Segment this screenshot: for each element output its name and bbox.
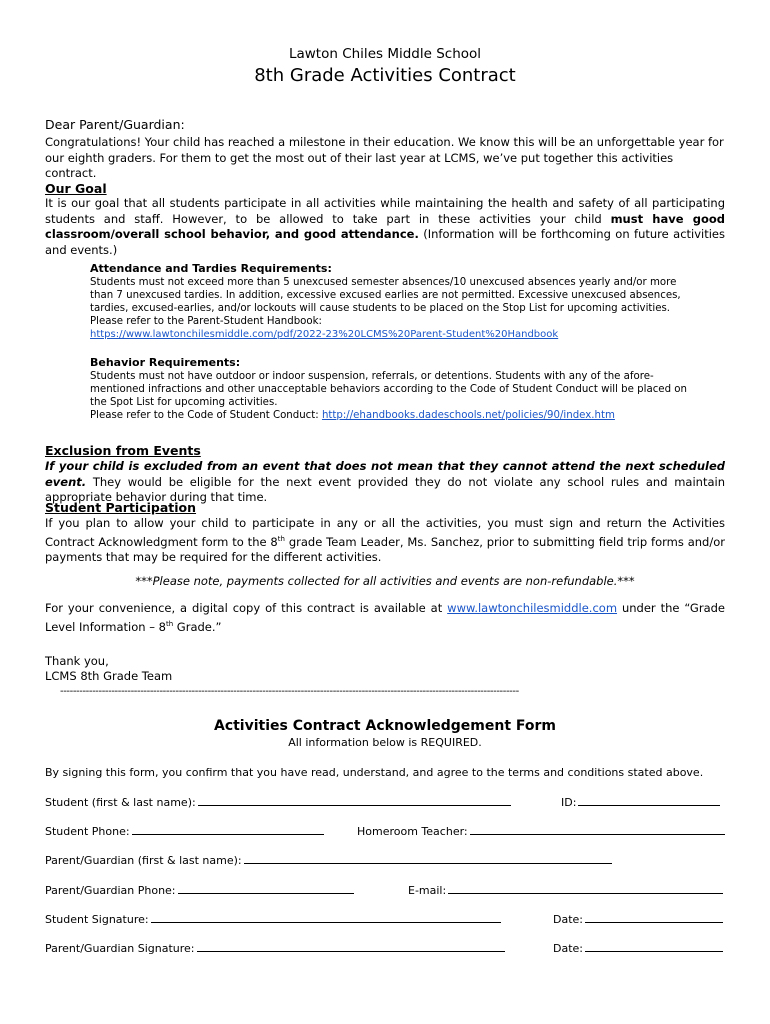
student-name-line[interactable] xyxy=(198,795,511,806)
date-label-2: Date: xyxy=(553,942,583,955)
homeroom-line[interactable] xyxy=(470,824,725,835)
parent-phone-line[interactable] xyxy=(178,883,354,894)
student-phone-field[interactable] xyxy=(45,824,324,838)
behavior-text: Students must not have outdoor or indoor suspension, referrals, or detentions. Students with any of the afore-mentioned infractions and other unacceptable behaviors according to the Code of Student Conduct will be placed on the Spot List for upcoming activities. xyxy=(90,371,687,408)
email-line[interactable] xyxy=(448,883,723,894)
digital-copy-paragraph xyxy=(45,601,725,635)
conduct-link[interactable]: http://ehandbooks.dadeschools.net/policies/90/index.htm xyxy=(321,410,615,421)
id-field[interactable] xyxy=(561,795,720,809)
student-name-field[interactable] xyxy=(45,795,511,809)
website-link[interactable]: www.lawtonchilesmiddle.com xyxy=(447,601,618,615)
exclusion-heading: Exclusion from Events xyxy=(45,443,201,458)
student-phone-line[interactable] xyxy=(132,824,324,835)
goal-text-bold: must have good classroom/overall school behavior, and good attendance. xyxy=(45,211,726,241)
form-statement: By signing this form, you confirm that you have read, understand, and agree to the terms and conditions stated above. xyxy=(45,766,704,779)
student-phone-label: Student Phone: xyxy=(45,825,130,838)
parent-name-label: Parent/Guardian (first & last name): xyxy=(45,854,242,867)
exclusion-text: They would be eligible for the next event provided they do not violate any school rules and maintain appropriate behavior during that time. xyxy=(45,474,725,504)
document-title: 8th Grade Activities Contract xyxy=(254,65,516,86)
digital-sup: th xyxy=(165,619,174,628)
form-subtitle: All information below is REQUIRED. xyxy=(288,736,482,749)
digital-text-c: Grade.” xyxy=(173,619,222,634)
exclusion-text-bold: If your child is excluded from an event that does not mean that they cannot attend the next scheduled event. xyxy=(45,459,725,489)
parent-signature-label: Parent/Guardian Signature: xyxy=(45,942,195,955)
parent-name-line[interactable] xyxy=(244,853,612,864)
digital-text-b: under the “Grade Level Information – 8 xyxy=(45,601,725,634)
date-line-2[interactable] xyxy=(585,941,723,952)
date-field-1[interactable] xyxy=(553,912,723,926)
participation-text-b: grade Team Leader, Ms. Sanchez, prior to submitting field trip forms and/or payments that may be required for the different activities. xyxy=(45,534,725,564)
participation-paragraph xyxy=(45,516,725,565)
student-signature-label: Student Signature: xyxy=(45,913,149,926)
email-label: E-mail: xyxy=(408,884,447,897)
id-line[interactable] xyxy=(578,795,720,806)
student-signature-line[interactable] xyxy=(151,912,501,923)
goal-paragraph xyxy=(45,196,725,258)
student-signature-field[interactable] xyxy=(45,912,501,926)
goal-heading: Our Goal xyxy=(45,181,107,196)
refund-note: ***Please note, payments collected for all activities and events are non-refundable.*** xyxy=(135,574,635,588)
parent-signature-line[interactable] xyxy=(197,941,505,952)
parent-signature-field[interactable] xyxy=(45,941,505,955)
id-label: ID: xyxy=(561,796,577,809)
homeroom-field[interactable] xyxy=(357,824,725,838)
school-name: Lawton Chiles Middle School xyxy=(288,46,482,62)
student-name-label: Student (first & last name): xyxy=(45,796,196,809)
behavior-refer: Please refer to the Code of Student Conduct: xyxy=(90,410,322,421)
intro-paragraph: Congratulations! Your child has reached a milestone in their education. We know this will be an unforgettable year for our eighth graders. For them to get the most out of their last year at LCMS, we’ve put together this activities contract. xyxy=(45,135,724,180)
participation-heading: Student Participation xyxy=(45,500,197,515)
handbook-link[interactable]: https://www.lawtonchilesmiddle.com/pdf/2022-23%20LCMS%20Parent-Student%20Handbook xyxy=(90,329,559,340)
attendance-heading: Attendance and Tardies Requirements: xyxy=(90,262,332,275)
parent-phone-label: Parent/Guardian Phone: xyxy=(45,884,176,897)
exclusion-paragraph xyxy=(45,459,725,506)
behavior-heading: Behavior Requirements: xyxy=(90,356,241,369)
form-title: Activities Contract Acknowledgement Form xyxy=(213,718,557,734)
homeroom-label: Homeroom Teacher: xyxy=(357,825,468,838)
attendance-refer: Please refer to the Parent-Student Handbook: xyxy=(90,316,322,327)
signoff: LCMS 8th Grade Team xyxy=(45,669,173,683)
date-line-1[interactable] xyxy=(585,912,723,923)
date-label-1: Date: xyxy=(553,913,583,926)
participation-text-a: If you plan to allow your child to participate in any or all the activities, you must sign and return the Activities Contract Acknowledgment form to the 8 xyxy=(45,516,725,549)
attendance-section xyxy=(90,262,690,341)
date-field-2[interactable] xyxy=(553,941,723,955)
email-field[interactable] xyxy=(408,883,723,897)
parent-name-field[interactable] xyxy=(45,853,612,867)
thanks: Thank you, xyxy=(45,654,109,668)
goal-text-start: It is our goal that all students participate in all activities while maintaining the health and safety of all participating students and staff. However, to be allowed to take part in these activities your child xyxy=(45,196,725,226)
participation-sup: th xyxy=(277,534,285,543)
parent-phone-field[interactable] xyxy=(45,883,354,897)
digital-text-a: For your convenience, a digital copy of this contract is available at xyxy=(45,601,448,615)
behavior-section xyxy=(90,356,690,422)
goal-text-end: (Information will be forthcoming on future activities and events.) xyxy=(45,227,725,257)
attendance-text: Students must not exceed more than 5 unexcused semester absences/10 unexcused absences yearly and/or more than 7 unexcused tardies. In addition, excessive excused earlies are not permitted. Excessive unexcused absences, tardies, excused-earlies, and/or lockouts will cause students to be placed on the Stop List for upcoming activities. xyxy=(90,277,681,314)
cut-line-divider: ----------------------------------------------------------------------------------------------------------------------------------------------- xyxy=(60,686,519,697)
greeting: Dear Parent/Guardian: xyxy=(45,117,185,132)
